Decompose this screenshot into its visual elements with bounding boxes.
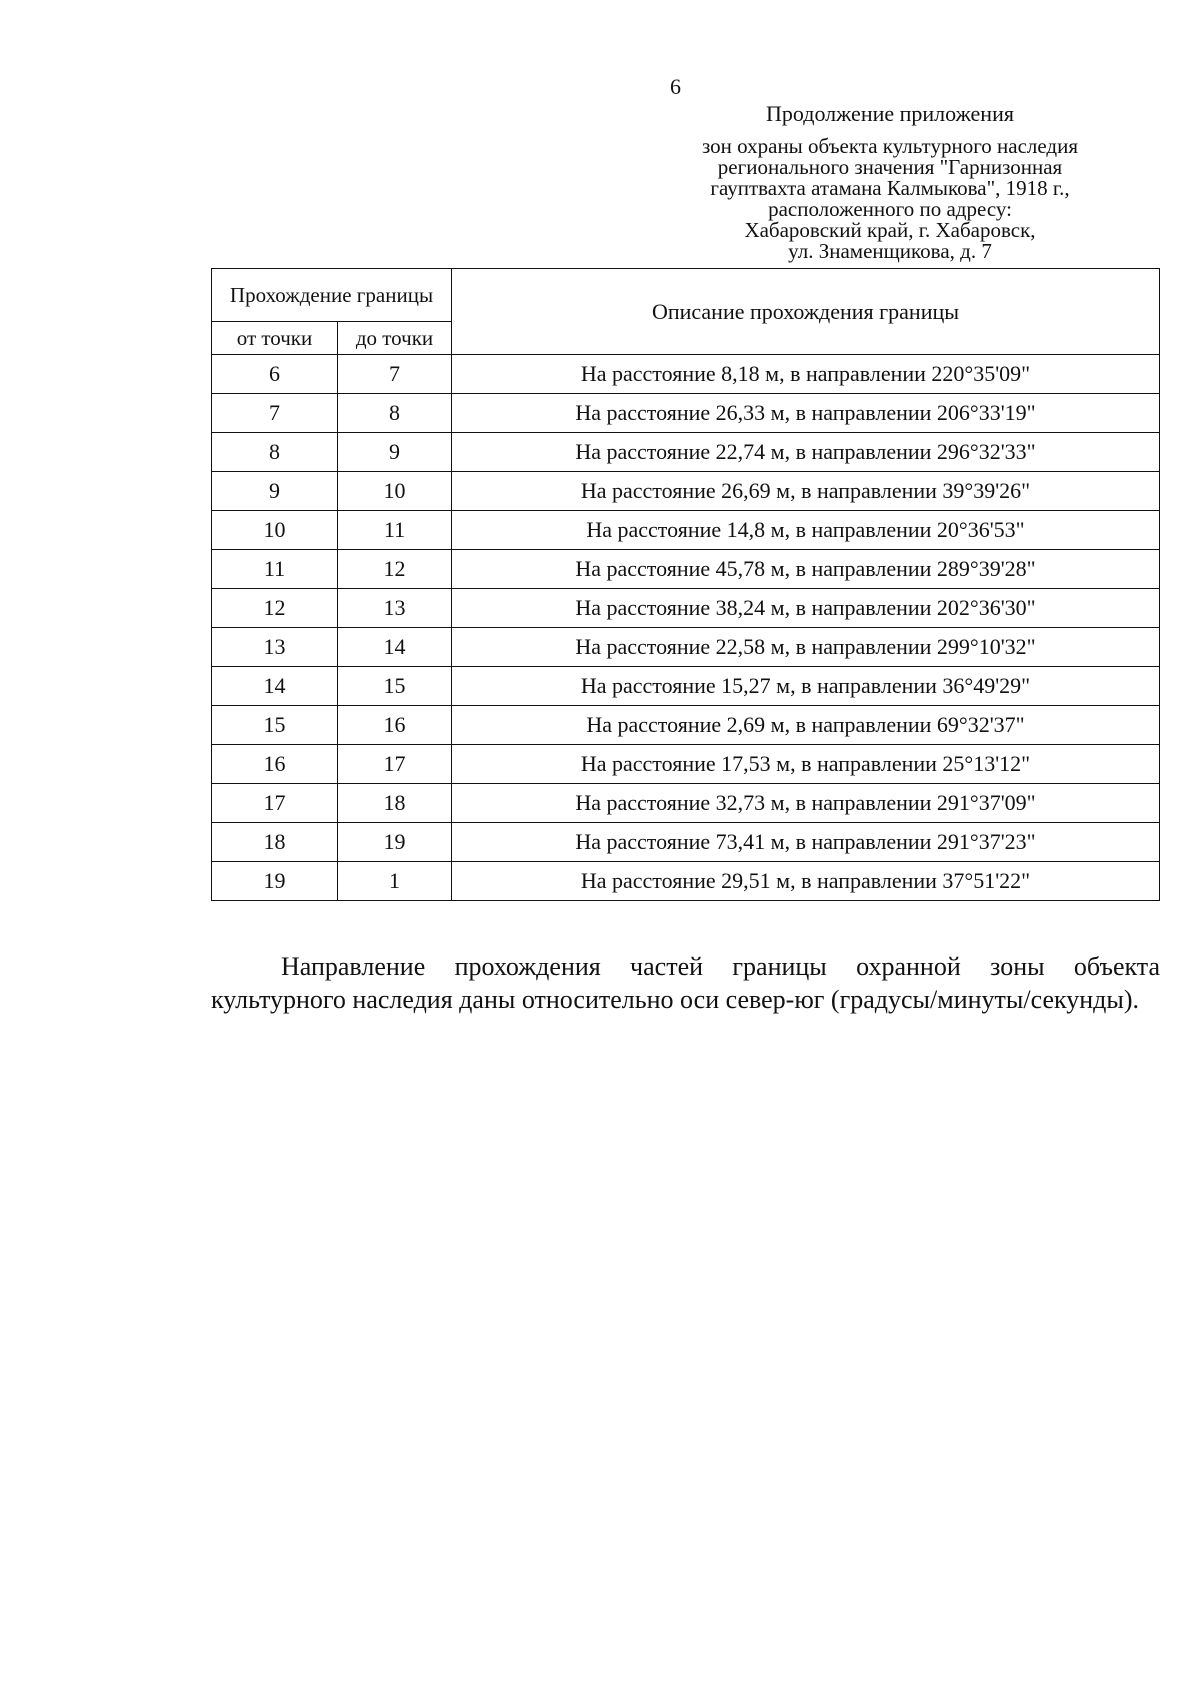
description-cell: На расстояние 32,73 м, в направлении 291°37'09" — [452, 784, 1160, 823]
direction-note — [211, 950, 1160, 1016]
description-cell: На расстояние 22,74 м, в направлении 296°32'33" — [452, 433, 1160, 472]
to-point-cell: 13 — [338, 589, 452, 628]
description-cell: На расстояние 8,18 м, в направлении 220°35'09" — [452, 355, 1160, 394]
table-row — [212, 355, 1160, 394]
appendix-header-line: зон охраны объекта культурного наследия — [701, 134, 1079, 158]
to-point-cell: 18 — [338, 784, 452, 823]
table-row — [212, 667, 1160, 706]
to-point-cell: 9 — [338, 433, 452, 472]
from-point-cell: 16 — [212, 745, 338, 784]
table-row — [212, 823, 1160, 862]
description-cell: На расстояние 73,41 м, в направлении 291°37'23" — [452, 823, 1160, 862]
description-cell: На расстояние 15,27 м, в направлении 36°49'29" — [452, 667, 1160, 706]
to-point-cell: 19 — [338, 823, 452, 862]
description-cell: На расстояние 29,51 м, в направлении 37°51'22" — [452, 862, 1160, 901]
table-row — [212, 511, 1160, 550]
description-cell: На расстояние 45,78 м, в направлении 289°39'28" — [452, 550, 1160, 589]
to-point-cell: 10 — [338, 472, 452, 511]
to-point-header: до точки — [338, 322, 452, 355]
description-cell: На расстояние 17,53 м, в направлении 25°13'12" — [452, 745, 1160, 784]
from-point-cell: 19 — [212, 862, 338, 901]
table-row — [212, 784, 1160, 823]
from-point-cell: 18 — [212, 823, 338, 862]
table-row — [212, 394, 1160, 433]
appendix-header-line: Хабаровский край, г. Хабаровск, — [744, 218, 1036, 242]
description-cell: На расстояние 26,69 м, в направлении 39°39'26" — [452, 472, 1160, 511]
appendix-title: Продолжение приложения — [766, 101, 1014, 126]
table-row — [212, 550, 1160, 589]
direction-note-text: Направление прохождения частей границы охранной зоны объекта культурного наследия даны относительно оси север-юг (градусы/минуты/секунды). — [211, 952, 1160, 1014]
from-point-cell: 11 — [212, 550, 338, 589]
to-point-cell: 16 — [338, 706, 452, 745]
from-point-cell: 8 — [212, 433, 338, 472]
from-point-cell: 13 — [212, 628, 338, 667]
table-row — [212, 745, 1160, 784]
from-point-cell: 10 — [212, 511, 338, 550]
from-point-cell: 14 — [212, 667, 338, 706]
description-cell: На расстояние 38,24 м, в направлении 202°36'30" — [452, 589, 1160, 628]
to-point-cell: 8 — [338, 394, 452, 433]
to-point-cell: 11 — [338, 511, 452, 550]
table-row — [212, 433, 1160, 472]
to-point-cell: 1 — [338, 862, 452, 901]
page-number: 6 — [670, 74, 681, 99]
table-row — [212, 472, 1160, 511]
to-point-cell: 15 — [338, 667, 452, 706]
to-point-cell: 17 — [338, 745, 452, 784]
boundary-group-header: Прохождение границы — [212, 269, 452, 322]
from-point-cell: 9 — [212, 472, 338, 511]
appendix-header-line: регионального значения "Гарнизонная — [717, 155, 1063, 179]
boundary-table — [211, 268, 1160, 901]
from-point-header: от точки — [212, 322, 338, 355]
from-point-cell: 12 — [212, 589, 338, 628]
to-point-cell: 7 — [338, 355, 452, 394]
table-row — [212, 589, 1160, 628]
description-cell: На расстояние 14,8 м, в направлении 20°36'53" — [452, 511, 1160, 550]
from-point-cell: 7 — [212, 394, 338, 433]
table-row — [212, 862, 1160, 901]
to-point-cell: 12 — [338, 550, 452, 589]
appendix-header-line: гауптвахта атамана Калмыкова", 1918 г., — [710, 176, 1070, 200]
from-point-cell: 15 — [212, 706, 338, 745]
table-row — [212, 628, 1160, 667]
description-cell: На расстояние 26,33 м, в направлении 206°33'19" — [452, 394, 1160, 433]
to-point-cell: 14 — [338, 628, 452, 667]
table-row — [212, 706, 1160, 745]
from-point-cell: 6 — [212, 355, 338, 394]
description-cell: На расстояние 2,69 м, в направлении 69°32'37" — [452, 706, 1160, 745]
appendix-header-line: ул. Знаменщикова, д. 7 — [788, 239, 992, 263]
from-point-cell: 17 — [212, 784, 338, 823]
appendix-header-line: расположенного по адресу: — [768, 197, 1012, 221]
appendix-header — [640, 102, 1140, 262]
description-cell: На расстояние 22,58 м, в направлении 299°10'32" — [452, 628, 1160, 667]
description-header: Описание прохождения границы — [452, 269, 1160, 355]
